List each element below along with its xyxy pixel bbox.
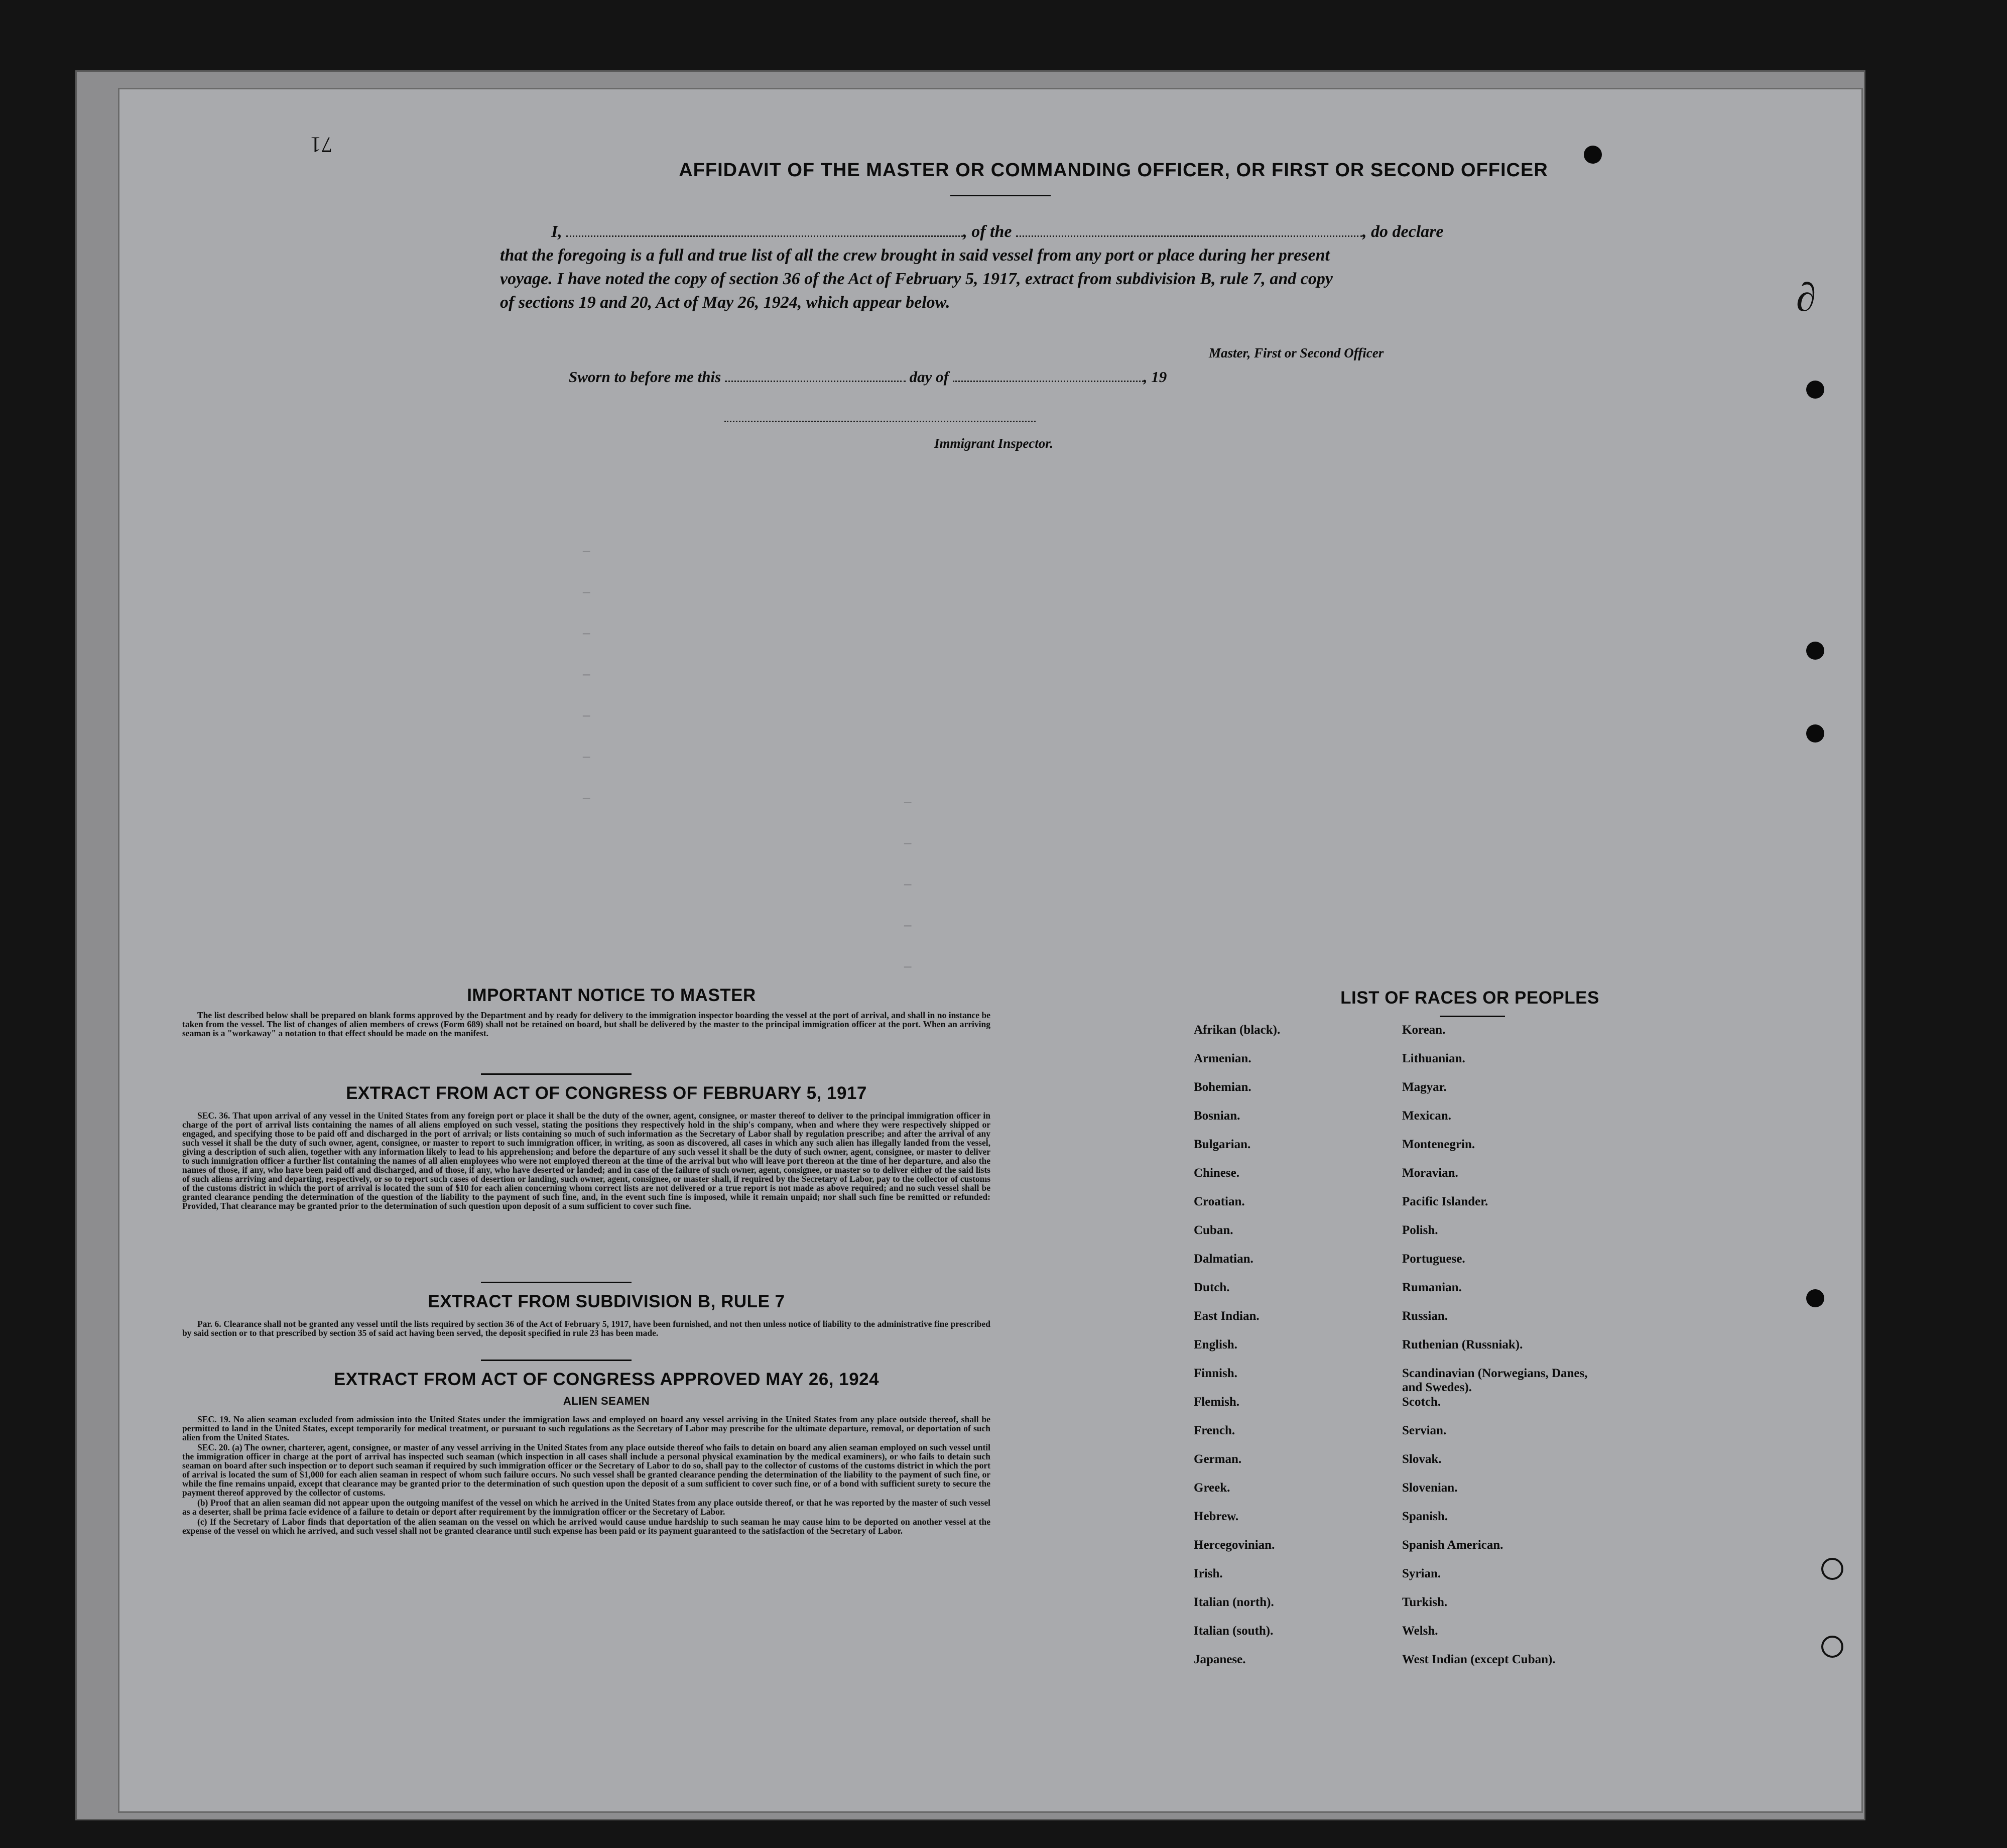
of-the-label: , of the: [963, 222, 1012, 241]
bleed-through-marks: – – – – – – –: [581, 542, 592, 808]
race-item: Dutch.: [1194, 1281, 1230, 1294]
document-page: [118, 88, 1863, 1813]
race-item: Scotch.: [1402, 1395, 1441, 1409]
race-item: Flemish.: [1194, 1395, 1239, 1409]
race-item: Portuguese.: [1402, 1252, 1465, 1266]
sworn-label: Sworn to before me this: [569, 368, 721, 386]
year-label: , 19: [1143, 368, 1167, 386]
extract-1917-title: EXTRACT FROM ACT OF CONGRESS OF FEBRUARY 5, 1917: [346, 1083, 867, 1103]
extract-rule7-text: [182, 1319, 990, 1338]
divider: [481, 1073, 632, 1075]
race-item: Slovak.: [1402, 1452, 1442, 1466]
vessel-blank[interactable]: [1016, 223, 1362, 237]
race-item: Ruthenian (Russniak).: [1402, 1338, 1523, 1351]
declare-i: I,: [551, 222, 562, 241]
binder-hole: [1806, 1289, 1824, 1307]
race-item: Magyar.: [1402, 1080, 1447, 1094]
notice-text: [182, 1011, 990, 1039]
race-item: Welsh.: [1402, 1624, 1438, 1638]
immigrant-inspector-label: Immigrant Inspector.: [934, 436, 1054, 451]
day-blank[interactable]: [725, 368, 906, 382]
race-item: Chinese.: [1194, 1166, 1239, 1180]
affidavit-line-3: voyage. I have noted the copy of section 36 of the Act of February 5, 1917, extract from subdivision B, rule 7, and copy: [500, 270, 1333, 288]
sec-19-paragraph: SEC. 19. No alien seaman excluded from admission into the United States under the immigration laws and employed on board any vessel arriving in the United States from any place outside thereof, shall be permitted to land in the United States, except temporarily for medical treatment, or pursuant to such regulations as the Secretary of Labor may prescribe for the ultimate departure, removal, or deportation of such alien from the United States.: [182, 1414, 990, 1442]
race-item: Armenian.: [1194, 1052, 1251, 1065]
races-column-1: [1194, 1023, 1405, 1681]
race-item: Servian.: [1402, 1424, 1447, 1437]
race-item: Turkish.: [1402, 1595, 1448, 1609]
declaration-line: [551, 222, 1443, 241]
binder-hole: [1806, 381, 1824, 399]
affidavit-title: AFFIDAVIT OF THE MASTER OR COMMANDING OFFICER, OR FIRST OR SECOND OFFICER: [679, 160, 1548, 181]
race-item: Slovenian.: [1402, 1481, 1458, 1495]
page-number-mark: 71: [310, 133, 332, 157]
race-item: Mexican.: [1402, 1109, 1451, 1123]
margin-curl-mark: ∂: [1796, 276, 1816, 320]
race-item: Moravian.: [1402, 1166, 1458, 1180]
race-item: Polish.: [1402, 1223, 1438, 1237]
race-item: Finnish.: [1194, 1367, 1237, 1380]
extract-1924-title: EXTRACT FROM ACT OF CONGRESS APPROVED MAY 26, 1924: [333, 1370, 880, 1389]
notice-paragraph: The list described below shall be prepared on blank forms approved by the Department and by ready for delivery to the immigration inspector boarding the vessel at the port of arrival, and shall in no instance be taken from the vessel. The list of changes of alien members of crews (Form 689) shall not be retained on board, but shall be delivered by the master to the principal immigration officer at the port. When an arriving seaman is a "workaway" a notation to that effect should be made on the manifest.: [182, 1010, 990, 1038]
race-item: Russian.: [1402, 1309, 1448, 1323]
race-item: Pacific Islander.: [1402, 1195, 1488, 1208]
sec-20c-paragraph: (c) If the Secretary of Labor finds that deportation of the alien seaman on the vessel on which he arrived would cause undue hardship to such seaman he may cause him to be deported on another vessel at the expense of the vessel on which he arrived, and such vessel shall not be granted clearance until such expense has been paid or its payment guaranteed to the satisfaction of the Secretary of Labor.: [182, 1517, 990, 1536]
races-title: LIST OF RACES OR PEOPLES: [1340, 988, 1599, 1008]
day-of-label: day of: [909, 368, 949, 386]
divider: [481, 1282, 632, 1283]
sec-20b-paragraph: (b) Proof that an alien seaman did not appear upon the outgoing manifest of the vessel on which he arrived in the United States from any place outside thereof, or that he was reported by the master of such vessel as a deserter, shall be prima facie evidence of a failure to detain or deport after requirement by the immigration officer or the Secretary of Labor.: [182, 1498, 990, 1517]
races-column-2: [1402, 1023, 1593, 1681]
binder-hole: [1806, 724, 1824, 743]
race-item: Italian (south).: [1194, 1624, 1274, 1638]
inspector-signature-line: [724, 421, 1036, 422]
race-item: Syrian.: [1402, 1567, 1441, 1580]
extract-rule7-title: EXTRACT FROM SUBDIVISION B, RULE 7: [428, 1292, 785, 1311]
race-item: Japanese.: [1194, 1653, 1246, 1666]
notice-title: IMPORTANT NOTICE TO MASTER: [467, 985, 756, 1005]
race-item: Hercegovinian.: [1194, 1538, 1275, 1552]
race-item: West Indian (except Cuban).: [1402, 1653, 1556, 1666]
race-item: Afrikan (black).: [1194, 1023, 1281, 1037]
affidavit-line-2: that the foregoing is a full and true list of all the crew brought in said vessel from any port or place during her present: [500, 246, 1330, 265]
race-item: Irish.: [1194, 1567, 1223, 1580]
do-declare-label: , do declare: [1362, 222, 1444, 241]
name-blank[interactable]: [566, 223, 963, 237]
bleed-through-marks-2: – – – – –: [903, 793, 913, 977]
race-item: Bosnian.: [1194, 1109, 1240, 1123]
master-signature-label: Master, First or Second Officer: [1209, 345, 1384, 360]
race-item: Lithuanian.: [1402, 1052, 1465, 1065]
race-item: Croatian.: [1194, 1195, 1245, 1208]
race-item: Montenegrin.: [1402, 1138, 1475, 1151]
race-item: French.: [1194, 1424, 1235, 1437]
affidavit-line-4: of sections 19 and 20, Act of May 26, 1924, which appear below.: [500, 293, 950, 312]
title-underline: [950, 195, 1051, 196]
race-item: East Indian.: [1194, 1309, 1260, 1323]
race-item: Dalmatian.: [1194, 1252, 1253, 1266]
race-item: Bulgarian.: [1194, 1138, 1251, 1151]
race-item: Korean.: [1402, 1023, 1446, 1037]
binder-hole: [1806, 642, 1824, 660]
race-item: Spanish.: [1402, 1510, 1448, 1523]
sec-36-paragraph: SEC. 36. That upon arrival of any vessel in the United States from any foreign port or place it shall be the duty of the owner, agent, consignee, or master thereof to deliver to the principal immigration officer in charge of the port of arrival lists containing the names of all aliens employed on such vessel, stating the positions they respectively hold in the ship's company, when and where they were respectively shipped or engaged, and specifying those to be paid off and discharged in the port of arrival; or lists containing so much of such information as the Secretary of Labor shall by regulation prescribe; and after the arrival of any such vessel it shall be the duty of such owner, agent, consignee, or master to report to such immigration officer, in writing, as soon as discovered, all cases in which any such alien has illegally landed from the vessel, giving a description of such alien, together with any information likely to lead to his apprehension; and before the departure of any such vessel it shall be the duty of such owner, agent, consignee, or master to deliver to such immigration officer a further list containing the names of all alien employees who were not employed thereon at the time of the arrival but who will leave port thereon at the time of her departure, and also the names of those, if any, who have been paid off and discharged, and of those, if any, who have deserted or landed; and in case of the failure of such owner, agent, consignee, or master so to deliver either of the said lists of such aliens arriving and departing, respectively, or so to report such cases of desertion or landing, such owner, agent, consignee, or master shall, if required by the Secretary of Labor, pay to the collector of customs of the customs district in which the port of arrival is located the sum of $10 for each alien concerning whom correct lists are not delivered or a true report is not made as above required; and no such vessel shall be granted clearance pending the determination of the question of the liability to the payment of such fine, and, in the event such fine is imposed, while it remain unpaid; nor shall such fine be remitted or refunded: Provided, That clearance may be granted prior to the determination of such question upon deposit of a sum sufficient to cover such fine.: [182, 1111, 990, 1211]
alien-seamen-subtitle: ALIEN SEAMEN: [563, 1395, 650, 1407]
race-item: Italian (north).: [1194, 1595, 1274, 1609]
par-6-paragraph: Par. 6. Clearance shall not be granted any vessel until the lists required by section 36 of the Act of February 5, 1917, have been furnished, and not then unless notice of liability to the administrative fine prescribed by said section or to that prescribed by section 35 of said act having been served, the deposit specified in rule 23 has been made.: [182, 1319, 990, 1338]
race-item: Spanish American.: [1402, 1538, 1503, 1552]
race-item: Greek.: [1194, 1481, 1230, 1495]
month-blank[interactable]: [953, 368, 1144, 382]
race-item: Hebrew.: [1194, 1510, 1239, 1523]
races-title-underline: [1440, 1016, 1505, 1017]
race-item: Scandinavian (Norwegians, Danes, and Swedes).: [1402, 1367, 1588, 1394]
sworn-line: [569, 368, 1167, 386]
binder-hole: [1821, 1558, 1843, 1580]
race-item: English.: [1194, 1338, 1237, 1351]
extract-1917-text: [182, 1111, 990, 1211]
race-item: German.: [1194, 1452, 1242, 1466]
binder-hole: [1821, 1636, 1843, 1658]
extract-1924-text: [182, 1415, 990, 1536]
race-item: Cuban.: [1194, 1223, 1233, 1237]
divider: [481, 1360, 632, 1361]
race-item: Rumanian.: [1402, 1281, 1462, 1294]
race-item: Bohemian.: [1194, 1080, 1251, 1094]
sec-20a-paragraph: SEC. 20. (a) The owner, charterer, agent, consignee, or master of any vessel arriving in the United States from any place outside thereof who fails to detain on board any alien seaman employed on such vessel until the immigration officer in charge at the port of arrival has inspected such seaman (which inspection in all cases shall include a personal physical examination by the medical examiners), or who fails to detain such seaman on board after such inspection or to deport such seaman if required by such immigration officer or the Secretary of Labor to do so, shall pay to the collector of customs of the customs district in which the port of arrival is located the sum of $1,000 for each alien seaman in respect of whom such failure occurs. No such vessel shall be granted clearance pending the determination of the liability to the payment of such fine, or while the fine remains unpaid, except that clearance may be granted prior to the determination of such question upon the deposit of a sum sufficient to cover such fine, or of a bond with sufficient surety to secure the payment thereof approved by the collector of customs.: [182, 1442, 990, 1498]
